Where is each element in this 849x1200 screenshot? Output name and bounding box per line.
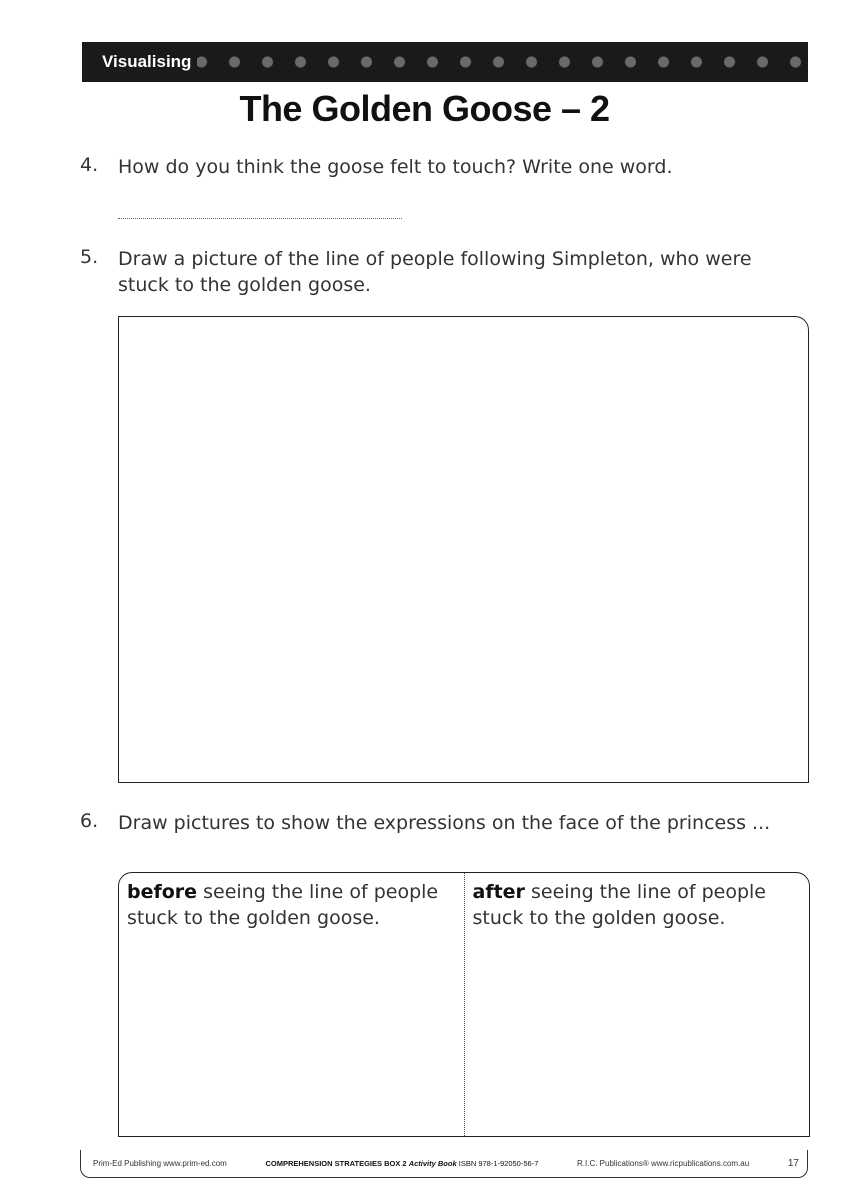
before-keyword: before bbox=[127, 881, 198, 903]
question-4-text: How do you think the goose felt to touch? Write one word. bbox=[118, 156, 673, 178]
page-number: 17 bbox=[787, 1158, 799, 1169]
question-6-text: Draw pictures to show the expressions on the face of the princess ... bbox=[118, 812, 771, 834]
question-5-number: 5. bbox=[80, 246, 99, 268]
before-prompt: seeing the line of people stuck to the golden goose. bbox=[127, 881, 439, 929]
footer-book-type: Activity Book bbox=[408, 1159, 457, 1168]
before-drawing-cell[interactable] bbox=[119, 873, 464, 1136]
answer-line[interactable] bbox=[118, 218, 402, 219]
footer-isbn: ISBN 978-1-92050-56-7 bbox=[458, 1159, 539, 1168]
question-6-number: 6. bbox=[80, 810, 99, 832]
section-label: Visualising bbox=[96, 50, 197, 74]
footer-publisher-left: Prim-Ed Publishing www.prim-ed.com bbox=[93, 1159, 227, 1168]
drawing-box[interactable] bbox=[118, 316, 809, 783]
footer-publisher-right: R.I.C. Publications® www.ricpublications.com.au bbox=[577, 1159, 750, 1168]
page-footer bbox=[80, 1150, 808, 1178]
question-4-number: 4. bbox=[80, 154, 99, 176]
after-prompt: seeing the line of people stuck to the golden goose. bbox=[472, 881, 766, 929]
footer-book-info bbox=[265, 1159, 538, 1168]
after-drawing-cell[interactable] bbox=[464, 873, 810, 1136]
question-5-text: Draw a picture of the line of people following Simpleton, who were stuck to the golden goose. bbox=[118, 248, 752, 296]
footer-series: COMPREHENSION STRATEGIES BOX 2 bbox=[265, 1159, 407, 1168]
page-title: The Golden Goose – 2 bbox=[239, 88, 610, 129]
expressions-box bbox=[118, 872, 810, 1137]
after-keyword: after bbox=[472, 881, 525, 903]
